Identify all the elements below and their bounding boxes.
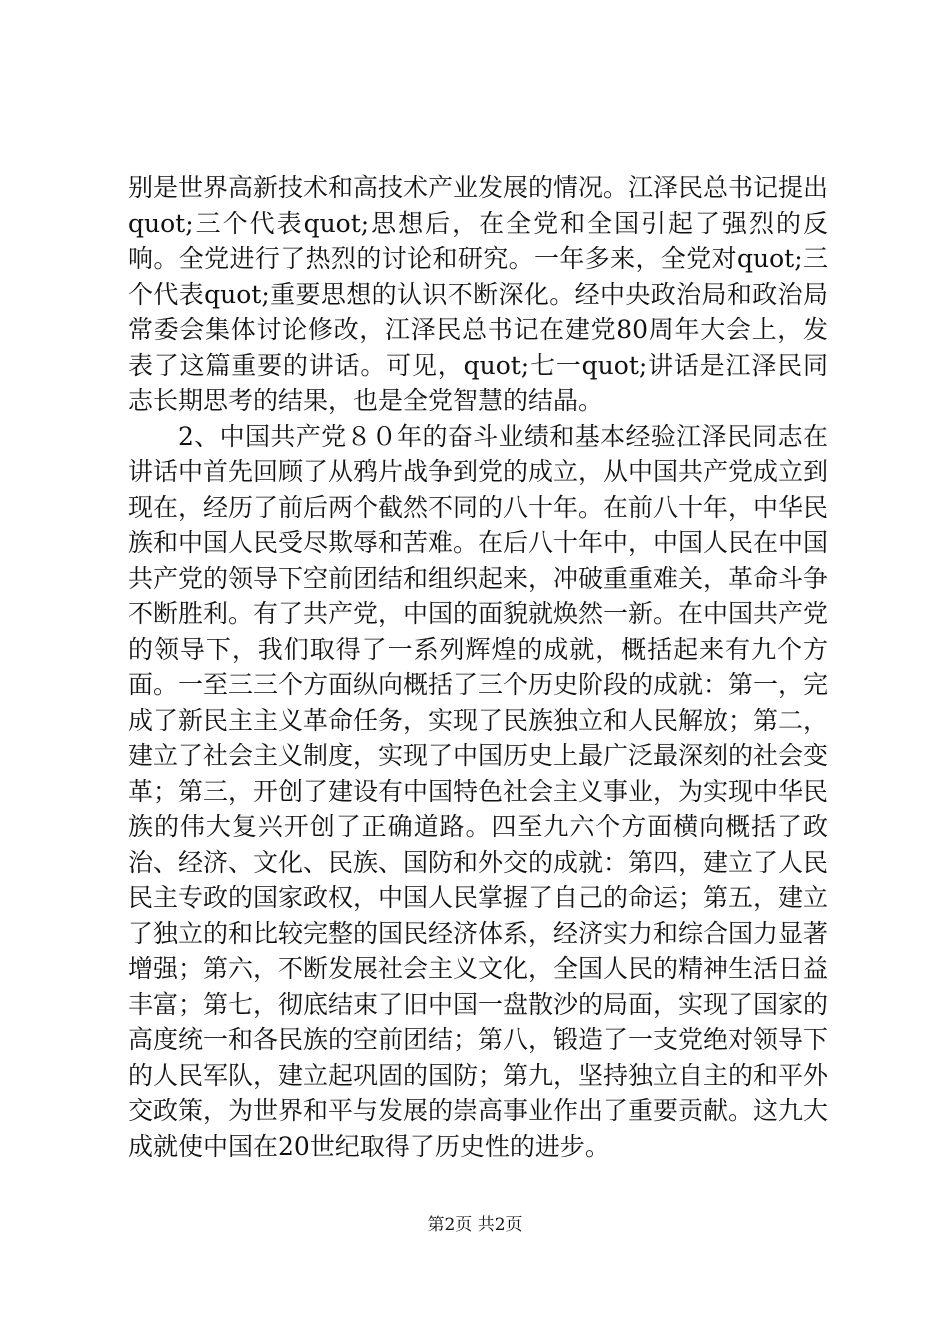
- paragraph-continuation: 别是世界高新技术和高技术产业发展的情况。江泽民总书记提出quot;三个代表quot;思想后，在全党和全国引起了强烈的反响。全党进行了热烈的讨论和研究。一年多来，全党对quot;三个代表quot;重要思想的认识不断深化。经中央政治局和政治局常委会集体讨论修改，江泽民总书记在建党80周年大会上，发表了这篇重要的讲话。可见，quot;七一quot;讲话是江泽民同志长期思考的结果，也是全党智慧的结晶。: [128, 173, 829, 415]
- document-body: [128, 170, 828, 1164]
- paragraph-section-2: 2、中国共产党８０年的奋斗业绩和基本经验江泽民同志在讲话中首先回顾了从鸦片战争到党的成立，从中国共产党成立到现在，经历了前后两个截然不同的八十年。在前八十年，中华民族和中国人民受尽欺辱和苦难。在后八十年中，中国人民在中国共产党的领导下空前团结和组织起来，冲破重重难关，革命斗争不断胜利。有了共产党，中国的面貌就焕然一新。在中国共产党的领导下，我们取得了一系列辉煌的成就，概括起来有九个方面。一至三三个方面纵向概括了三个历史阶段的成就：第一，完成了新民主主义革命任务，实现了民族独立和人民解放；第二，建立了社会主义制度，实现了中国历史上最广泛最深刻的社会变革；第三，开创了建设有中国特色社会主义事业，为实现中华民族的伟大复兴开创了正确道路。四至九六个方面横向概括了政治、经济、文化、民族、国防和外交的成就：第四，建立了人民民主专政的国家政权，中国人民掌握了自己的命运；第五，建立了独立的和比较完整的国民经济体系，经济实力和综合国力显著增强；第六，不断发展社会主义文化，全国人民的精神生活日益丰富；第七，彻底结束了旧中国一盘散沙的局面，实现了国家的高度统一和各民族的空前团结；第八，锻造了一支党绝对领导下的人民军队，建立起巩固的国防；第九，坚持独立自主的和平外交政策，为世界和平与发展的崇高事业作出了重要贡献。这九大成就使中国在20世纪取得了历史性的进步。: [128, 421, 829, 1161]
- page-footer: 第2页 共2页: [427, 1215, 523, 1235]
